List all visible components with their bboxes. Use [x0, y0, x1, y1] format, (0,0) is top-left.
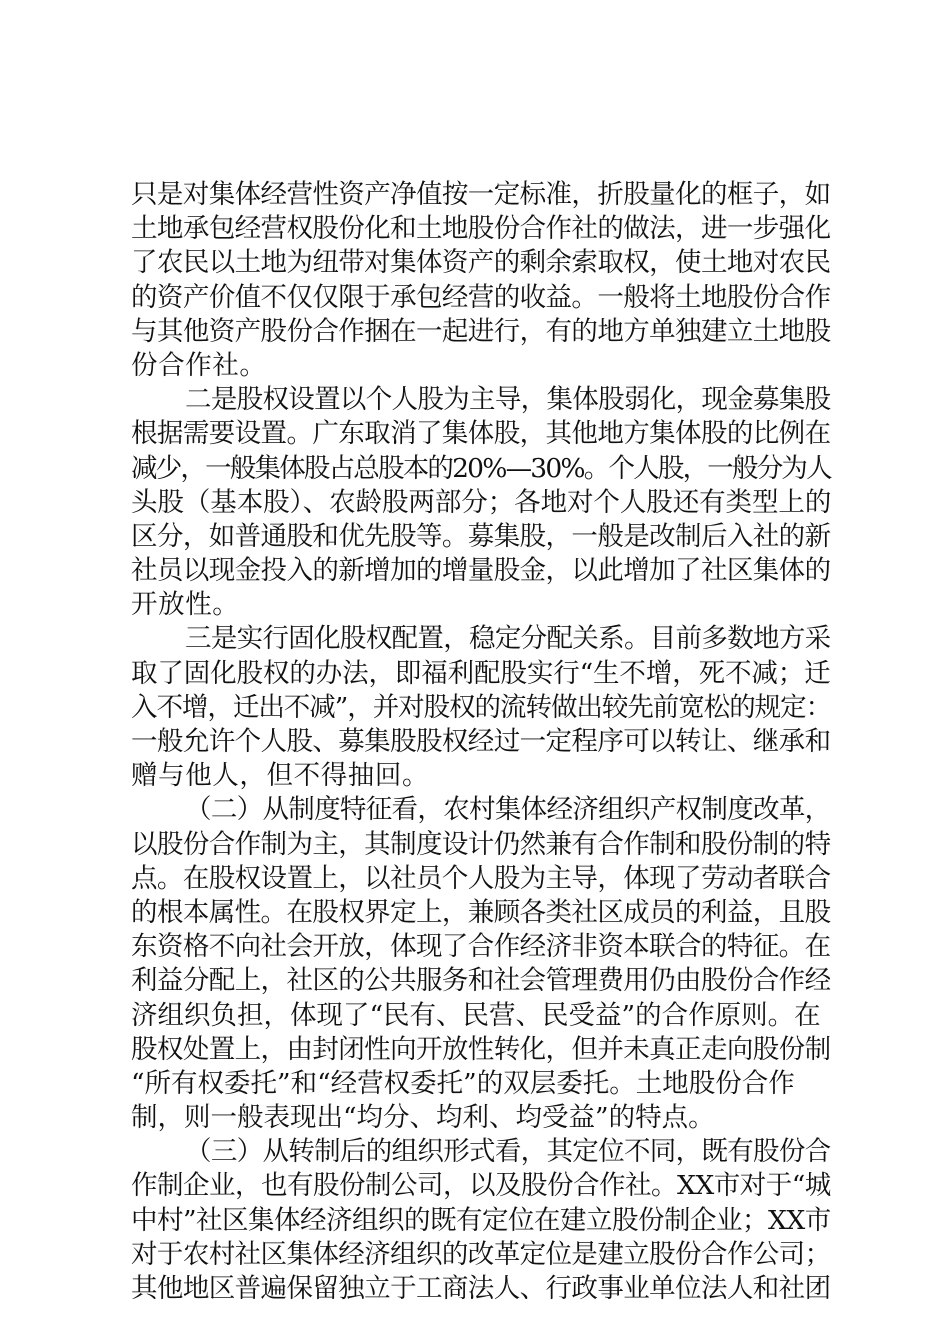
text-line: 制，则一般表现出“均分、均利、均受益”的特点。 — [131, 1102, 715, 1134]
text-line: 对于农村社区集体经济组织的改革定位是建立股份合作公司； — [131, 1238, 831, 1270]
text-line: 点。在股权设置上，以社员个人股为主导，体现了劳动者联合 — [131, 862, 831, 894]
text-line: 取了固化股权的办法，即福利配股实行“生不增，死不减；迁 — [131, 657, 831, 689]
text-line: 作制企业，也有股份制公司，以及股份合作社。XX市对于“城 — [131, 1170, 831, 1202]
paragraph-start-line: （二）从制度特征看，农村集体经济组织产权制度改革， — [185, 794, 831, 826]
text-line: 中村”社区集体经济组织的既有定位在建立股份制企业；XX市 — [131, 1204, 831, 1236]
paragraph-start-line: 三是实行固化股权配置，稳定分配关系。目前多数地方采 — [185, 623, 831, 655]
text-line: 以股份合作制为主，其制度设计仍然兼有合作制和股份制的特 — [131, 828, 831, 860]
text-line: 减少，一般集体股占总股本的20%—30%。个人股，一般分为人 — [131, 452, 831, 484]
paragraph-start-line: 二是股权设置以个人股为主导，集体股弱化，现金募集股 — [185, 384, 831, 416]
text-line: 的根本属性。在股权界定上，兼顾各类社区成员的利益，且股 — [131, 896, 831, 928]
text-line: 与其他资产股份合作捆在一起进行，有的地方单独建立土地股 — [131, 315, 831, 347]
text-line: 东资格不向社会开放，体现了合作经济非资本联合的特征。在 — [131, 931, 831, 963]
body-text — [131, 178, 831, 1306]
text-line: 土地承包经营权股份化和土地股份合作社的做法，进一步强化 — [131, 213, 831, 245]
text-line: 根据需要设置。广东取消了集体股，其他地方集体股的比例在 — [131, 418, 831, 450]
text-line: 赠与他人，但不得抽回。 — [131, 760, 430, 792]
text-line: 的资产价值不仅仅限于承包经营的收益。一般将土地股份合作 — [131, 281, 831, 313]
paragraph-start-line: （三）从转制后的组织形式看，其定位不同，既有股份合 — [185, 1136, 831, 1168]
text-line: 入不增，迁出不减”，并对股权的流转做出较先前宽松的规定： — [131, 691, 832, 723]
text-line: 了农民以土地为纽带对集体资产的剩余索取权，使土地对农民 — [131, 247, 831, 279]
text-line: 开放性。 — [131, 589, 240, 621]
text-line: 社员以现金投入的新增加的增量股金，以此增加了社区集体的 — [131, 555, 831, 587]
text-line: 股权处置上，由封闭性向开放性转化，但并未真正走向股份制 — [131, 1033, 831, 1065]
text-line: 一般允许个人股、募集股股权经过一定程序可以转让、继承和 — [131, 726, 831, 757]
text-line: “所有权委托”和“经营权委托”的双层委托。土地股份合作 — [131, 1067, 795, 1099]
text-line: 份合作社。 — [131, 349, 267, 381]
text-line: 头股（基本股）、农龄股两部分；各地对个人股还有类型上的 — [131, 486, 832, 518]
text-line: 济组织负担，体现了“民有、民营、民受益”的合作原则。在 — [131, 999, 821, 1031]
text-line: 只是对集体经营性资产净值按一定标准，折股量化的框子，如 — [131, 179, 831, 210]
text-line: 其他地区普遍保留独立于工商法人、行政事业单位法人和社团 — [131, 1273, 831, 1304]
text-line: 区分，如普通股和优先股等。募集股，一般是改制后入社的新 — [131, 520, 831, 552]
text-line: 利益分配上，社区的公共服务和社会管理费用仍由股份合作经 — [131, 965, 831, 997]
